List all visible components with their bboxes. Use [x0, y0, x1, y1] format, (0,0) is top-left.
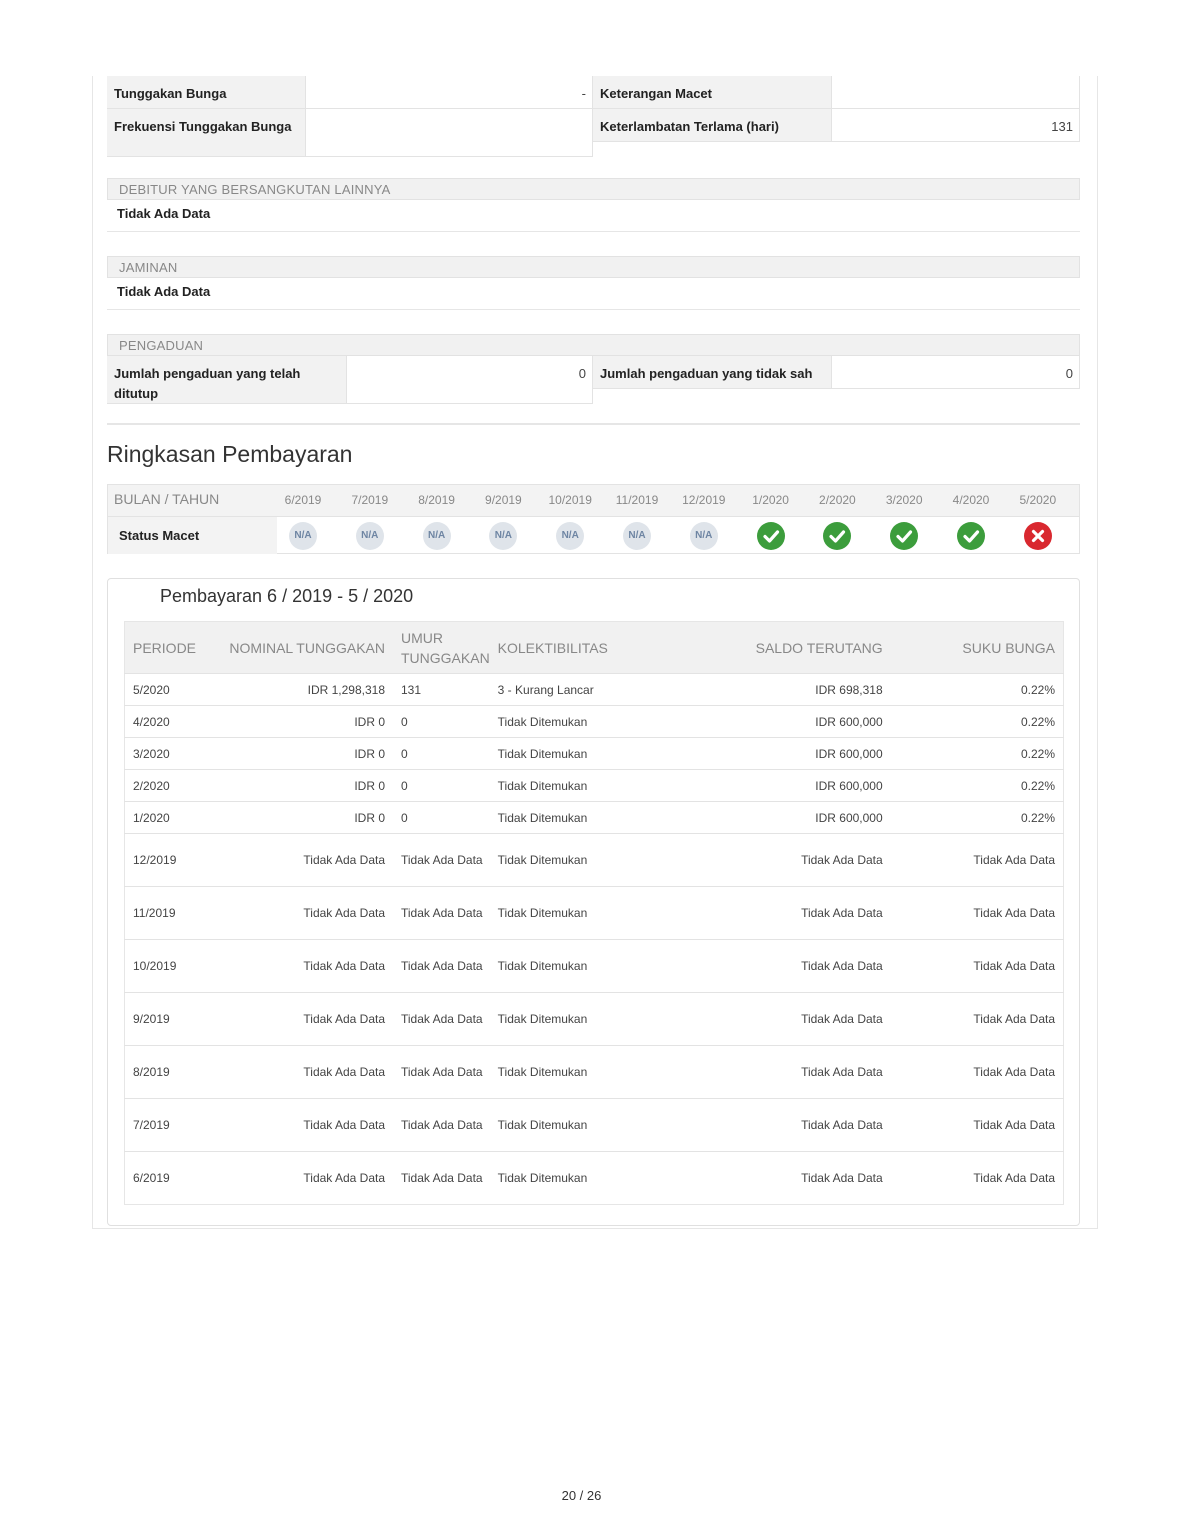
cell-kolektibilitas: Tidak Ditemukan — [490, 1152, 735, 1205]
table-row — [125, 802, 1064, 834]
month-label: 7/2019 — [351, 493, 389, 507]
keterlambatan-value: 131 — [831, 109, 1080, 142]
cell-periode: 1/2020 — [125, 802, 211, 834]
month-label: 9/2019 — [485, 493, 522, 507]
na-badge-icon: N/A — [489, 522, 517, 550]
keterlambatan-label: Keterlambatan Terlama (hari) — [593, 109, 831, 142]
cell-nominal: IDR 0 — [210, 738, 393, 770]
cell-periode: 3/2020 — [125, 738, 211, 770]
pembayaran-title: Pembayaran 6 / 2019 - 5 / 2020 — [160, 586, 414, 606]
cell-nominal: Tidak Ada Data — [210, 1046, 393, 1099]
header-nominal: NOMINAL TUNGGAKAN — [210, 622, 393, 674]
cell-suku-bunga: 0.22% — [891, 674, 1064, 706]
month-label: 11/2019 — [615, 493, 659, 507]
cell-suku-bunga: Tidak Ada Data — [891, 834, 1064, 887]
month-label: 2/2020 — [819, 493, 856, 507]
divider — [107, 423, 1080, 425]
cell-kolektibilitas: Tidak Ditemukan — [490, 706, 735, 738]
cell-saldo: Tidak Ada Data — [735, 1152, 891, 1205]
header-kolektibilitas: KOLEKTIBILITAS — [490, 622, 735, 674]
cell-umur: Tidak Ada Data — [393, 887, 490, 940]
cell-suku-bunga: Tidak Ada Data — [891, 1046, 1064, 1099]
cell-periode: 5/2020 — [125, 674, 211, 706]
na-badge-icon: N/A — [556, 522, 584, 550]
cell-saldo: IDR 698,318 — [735, 674, 891, 706]
cell-umur: Tidak Ada Data — [393, 993, 490, 1046]
check-circle-icon — [890, 522, 918, 550]
cell-umur: 0 — [393, 706, 490, 738]
check-circle-icon — [757, 522, 785, 550]
debitur-section-title: DEBITUR YANG BERSANGKUTAN LAINNYA — [107, 178, 1080, 200]
pengaduan-ditutup-row — [107, 356, 593, 404]
na-badge-icon: N/A — [356, 522, 384, 550]
cell-suku-bunga: Tidak Ada Data — [891, 887, 1064, 940]
tunggakan-bunga-label: Tunggakan Bunga — [107, 76, 305, 109]
cell-saldo: IDR 600,000 — [735, 738, 891, 770]
cell-kolektibilitas: Tidak Ditemukan — [490, 1099, 735, 1152]
pengaduan-section-title: PENGADUAN — [107, 334, 1080, 356]
cell-suku-bunga: 0.22% — [891, 770, 1064, 802]
x-circle-icon — [1024, 522, 1052, 550]
pengaduan-tidak-sah-label: Jumlah pengaduan yang tidak sah — [593, 356, 831, 389]
header-saldo: SALDO TERUTANG — [735, 622, 891, 674]
table-row — [125, 993, 1064, 1046]
month-label: 5/2020 — [1019, 493, 1057, 507]
ringkasan-heading: Ringkasan Pembayaran — [107, 441, 353, 467]
table-row — [125, 1046, 1064, 1099]
na-badge-icon: N/A — [289, 522, 317, 550]
table-row — [125, 887, 1064, 940]
pengaduan-tidak-sah-row — [593, 356, 1080, 389]
cell-kolektibilitas: Tidak Ditemukan — [490, 802, 735, 834]
header-periode: PERIODE — [125, 622, 211, 674]
keterangan-macet-value — [831, 76, 1080, 109]
cell-kolektibilitas: Tidak Ditemukan — [490, 738, 735, 770]
cell-umur: Tidak Ada Data — [393, 1099, 490, 1152]
cell-saldo: IDR 600,000 — [735, 706, 891, 738]
cell-nominal: IDR 0 — [210, 706, 393, 738]
table-row — [125, 834, 1064, 887]
cell-kolektibilitas: 3 - Kurang Lancar — [490, 674, 735, 706]
cell-suku-bunga: 0.22% — [891, 802, 1064, 834]
cell-nominal: IDR 1,298,318 — [210, 674, 393, 706]
cell-nominal: Tidak Ada Data — [210, 940, 393, 993]
cell-periode: 11/2019 — [125, 887, 211, 940]
frekuensi-row — [107, 109, 593, 157]
jaminan-section-body: Tidak Ada Data — [107, 278, 1080, 310]
cell-umur: 0 — [393, 802, 490, 834]
cell-saldo: IDR 600,000 — [735, 770, 891, 802]
cell-suku-bunga: Tidak Ada Data — [891, 940, 1064, 993]
cell-saldo: Tidak Ada Data — [735, 993, 891, 1046]
na-badge-icon: N/A — [623, 522, 651, 550]
cell-kolektibilitas: Tidak Ditemukan — [490, 1046, 735, 1099]
cell-saldo: Tidak Ada Data — [735, 1099, 891, 1152]
table-row — [125, 940, 1064, 993]
status-macet-strip — [107, 484, 1080, 554]
cell-umur: Tidak Ada Data — [393, 940, 490, 993]
pengaduan-ditutup-value: 0 — [346, 356, 593, 404]
cell-suku-bunga: Tidak Ada Data — [891, 993, 1064, 1046]
header-suku-bunga: SUKU BUNGA — [891, 622, 1064, 674]
table-row — [125, 770, 1064, 802]
cell-suku-bunga: 0.22% — [891, 706, 1064, 738]
check-circle-icon — [823, 522, 851, 550]
cell-nominal: IDR 0 — [210, 802, 393, 834]
cell-suku-bunga: Tidak Ada Data — [891, 1099, 1064, 1152]
status-label: Status Macet — [108, 517, 277, 554]
frekuensi-value — [305, 109, 593, 157]
tunggakan-bunga-row — [107, 76, 593, 109]
keterangan-macet-label: Keterangan Macet — [593, 76, 831, 109]
cell-suku-bunga: Tidak Ada Data — [891, 1152, 1064, 1205]
cell-umur: Tidak Ada Data — [393, 1046, 490, 1099]
cell-periode: 7/2019 — [125, 1099, 211, 1152]
table-row — [125, 706, 1064, 738]
cell-periode: 12/2019 — [125, 834, 211, 887]
pengaduan-tidak-sah-value: 0 — [831, 356, 1080, 389]
table-row — [125, 738, 1064, 770]
cell-suku-bunga: 0.22% — [891, 738, 1064, 770]
cell-umur: Tidak Ada Data — [393, 834, 490, 887]
cell-periode: 4/2020 — [125, 706, 211, 738]
page-number: 20 / 26 — [561, 1488, 602, 1503]
cell-nominal: Tidak Ada Data — [210, 993, 393, 1046]
table-header-row — [125, 622, 1064, 674]
cell-kolektibilitas: Tidak Ditemukan — [490, 993, 735, 1046]
cell-nominal: Tidak Ada Data — [210, 834, 393, 887]
cell-kolektibilitas: Tidak Ditemukan — [490, 770, 735, 802]
cell-nominal: Tidak Ada Data — [210, 1099, 393, 1152]
cell-nominal: IDR 0 — [210, 770, 393, 802]
na-badge-icon: N/A — [423, 522, 451, 550]
table-row — [125, 674, 1064, 706]
period-label: BULAN / TAHUN — [114, 491, 220, 507]
cell-periode: 10/2019 — [125, 940, 211, 993]
frekuensi-label: Frekuensi Tunggakan Bunga — [107, 109, 305, 157]
debitur-section-body: Tidak Ada Data — [107, 200, 1080, 232]
header-umur: UMUR TUNGGAKAN — [393, 622, 490, 674]
month-label: 3/2020 — [885, 493, 923, 507]
cell-umur: 0 — [393, 738, 490, 770]
jaminan-section-title: JAMINAN — [107, 256, 1080, 278]
status-row — [108, 516, 1079, 554]
month-label: 12/2019 — [682, 493, 726, 507]
cell-kolektibilitas: Tidak Ditemukan — [490, 940, 735, 993]
pengaduan-ditutup-label: Jumlah pengaduan yang telah ditutup — [107, 356, 346, 404]
cell-nominal: Tidak Ada Data — [210, 887, 393, 940]
cell-periode: 9/2019 — [125, 993, 211, 1046]
keterangan-macet-row — [593, 76, 1080, 109]
check-circle-icon — [957, 522, 985, 550]
cell-umur: 131 — [393, 674, 490, 706]
keterlambatan-row — [593, 109, 1080, 142]
cell-kolektibilitas: Tidak Ditemukan — [490, 834, 735, 887]
pembayaran-table — [124, 621, 1064, 1205]
table-row — [125, 1099, 1064, 1152]
month-label: 10/2019 — [548, 493, 592, 507]
month-label: 1/2020 — [752, 493, 789, 507]
na-badge-icon: N/A — [690, 522, 718, 550]
month-label: 6/2019 — [284, 493, 322, 507]
month-label: 8/2019 — [418, 493, 455, 507]
cell-saldo: Tidak Ada Data — [735, 834, 891, 887]
tunggakan-bunga-value: - — [305, 76, 593, 109]
cell-periode: 6/2019 — [125, 1152, 211, 1205]
cell-nominal: Tidak Ada Data — [210, 1152, 393, 1205]
cell-umur: Tidak Ada Data — [393, 1152, 490, 1205]
cell-saldo: IDR 600,000 — [735, 802, 891, 834]
month-label: 4/2020 — [952, 493, 990, 507]
cell-umur: 0 — [393, 770, 490, 802]
table-row — [125, 1152, 1064, 1205]
cell-saldo: Tidak Ada Data — [735, 1046, 891, 1099]
cell-kolektibilitas: Tidak Ditemukan — [490, 887, 735, 940]
pembayaran-card — [107, 578, 1080, 1226]
cell-periode: 2/2020 — [125, 770, 211, 802]
cell-periode: 8/2019 — [125, 1046, 211, 1099]
month-header-row — [108, 485, 1079, 516]
cell-saldo: Tidak Ada Data — [735, 940, 891, 993]
cell-saldo: Tidak Ada Data — [735, 887, 891, 940]
